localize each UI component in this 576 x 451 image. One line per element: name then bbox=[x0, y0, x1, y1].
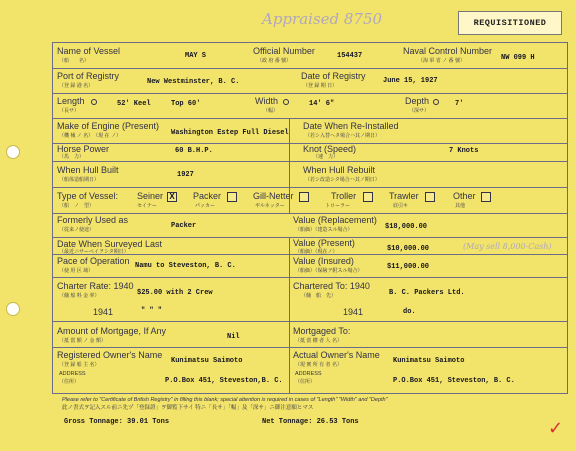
gillnetter-checkbox[interactable] bbox=[299, 192, 309, 202]
gillnetter-sub: ギルネッター bbox=[255, 203, 285, 209]
seiner-label: Seiner bbox=[137, 191, 164, 201]
date-of-registry-label: Date of Registry bbox=[301, 71, 366, 81]
width-sub: （幅） bbox=[263, 108, 279, 114]
width-label: Width bbox=[255, 96, 279, 106]
rule bbox=[53, 161, 567, 162]
replacement-sub: （船価）（建造スル場合） bbox=[295, 227, 353, 233]
depth-marker-icon bbox=[433, 99, 439, 105]
punch-hole-bottom bbox=[6, 302, 20, 316]
horse-power-label: Horse Power bbox=[57, 144, 110, 154]
charter-rate-1941: " " " bbox=[141, 307, 163, 315]
length-keel: 52' Keel bbox=[117, 100, 151, 108]
hull-built: 1927 bbox=[177, 171, 194, 179]
trawler-label: Trawler bbox=[389, 191, 419, 201]
seiner-sub: セイナー bbox=[137, 203, 157, 209]
hull-built-label: When Hull Built bbox=[57, 165, 119, 175]
engine: Washington Estep Full Diesel bbox=[171, 129, 289, 137]
rule bbox=[53, 93, 567, 94]
vessel-name-label: Name of Vessel bbox=[57, 46, 121, 56]
chartered-to-1940: B. C. Packers Ltd. bbox=[389, 289, 465, 297]
troller-label: Troller bbox=[331, 191, 357, 201]
column-divider bbox=[289, 237, 290, 321]
present-sub: （船価）（現在ノ） bbox=[295, 249, 338, 255]
horse-power: 60 B.H.P. bbox=[175, 147, 213, 155]
value-present: $10,000.00 bbox=[387, 245, 430, 253]
gross-tonnage: Gross Tonnage: 39.01 Tons bbox=[64, 418, 170, 426]
naval-number-label: Naval Control Number bbox=[403, 46, 493, 56]
reg-address-sub: （住所） bbox=[59, 379, 80, 385]
charter-rate-1940: $25.00 with 2 Crew bbox=[137, 289, 213, 297]
knot-sub: （速 力） bbox=[313, 154, 339, 160]
hull-rebuilt-label: When Hull Rebuilt bbox=[303, 165, 376, 175]
column-divider bbox=[289, 321, 290, 393]
packer-label: Packer bbox=[193, 191, 222, 201]
width: 14' 6" bbox=[309, 100, 335, 108]
rule bbox=[53, 187, 567, 188]
engine-sub: （機 械 ノ 名） （現 在 ノ） bbox=[59, 133, 121, 139]
port-label: Port of Registry bbox=[57, 71, 120, 81]
reinstalled-sub: （若シ入替ヘタ場合ハ其ノ期日） bbox=[305, 133, 381, 139]
pace-of-operation: Namu to Steveston, B. C. bbox=[135, 262, 236, 270]
reinstalled-label: Date When Re-Installed bbox=[303, 121, 399, 131]
vessel-form bbox=[52, 42, 568, 394]
present-label: Value (Present) bbox=[293, 238, 355, 248]
length-sub: （長サ） bbox=[59, 108, 80, 114]
replacement-label: Value (Replacement) bbox=[293, 215, 377, 225]
vessel-name: MAY S bbox=[185, 52, 207, 60]
length-top: Top 60' bbox=[171, 100, 201, 108]
length-marker-icon bbox=[91, 99, 97, 105]
other-label: Other bbox=[453, 191, 476, 201]
reg-owner-sub: （登 録 船 主 名） bbox=[59, 362, 100, 368]
gillnetter-label: Gill-Netter bbox=[253, 191, 294, 201]
actual-owner: Kunimatsu Saimoto bbox=[393, 357, 465, 365]
rule bbox=[53, 321, 567, 322]
mortgage-label: Amount of Mortgage, If Any bbox=[57, 326, 167, 336]
other-checkbox[interactable] bbox=[481, 192, 491, 202]
charter-label: Charter Rate: 1940 bbox=[57, 281, 134, 291]
appraisal-annotation: Appraised 8750 bbox=[262, 10, 383, 28]
formerly-sub: （従来ノ使途） bbox=[59, 227, 95, 233]
net-tonnage: Net Tonnage: 26.53 Tons bbox=[262, 418, 359, 426]
checkmark-icon: ✓ bbox=[548, 418, 564, 439]
length-label: Length bbox=[57, 96, 85, 106]
registered-address: P.O.Box 451, Steveston,B. C. bbox=[165, 377, 283, 385]
value-replacement: $18,000.00 bbox=[385, 223, 428, 231]
troller-sub: トローラー bbox=[325, 203, 351, 209]
requisitioned-stamp: REQUISITIONED bbox=[458, 11, 562, 35]
reg-address-label: ADDRESS bbox=[59, 371, 86, 377]
engine-label: Make of Engine (Present) bbox=[57, 121, 160, 131]
horse-power-sub: （馬 力） bbox=[59, 154, 85, 160]
act-address-sub: （住所） bbox=[295, 379, 316, 385]
type-sub: （船 ノ 型） bbox=[59, 203, 95, 209]
rule bbox=[53, 277, 567, 278]
chartered-label: Chartered To: 1940 bbox=[293, 281, 370, 291]
packer-checkbox[interactable] bbox=[227, 192, 237, 202]
trawler-checkbox[interactable] bbox=[425, 192, 435, 202]
operation-sub: （使 用 区 域） bbox=[59, 268, 94, 274]
trawler-sub: 底引キ bbox=[393, 203, 409, 209]
operation-label: Pace of Operation bbox=[57, 256, 130, 266]
surveyed-label: Date When Surveyed Last bbox=[57, 239, 163, 249]
formerly-label: Formerly Used as bbox=[57, 215, 129, 225]
value-insured: $11,000.00 bbox=[387, 263, 430, 271]
port-of-registry: New Westminster, B. C. bbox=[147, 78, 240, 86]
official-number: 154437 bbox=[337, 52, 363, 60]
insured-sub: （船価）（保險ヲ附スル場合） bbox=[295, 268, 363, 274]
naval-number-sub: （海 軍 省 ノ 番 號） bbox=[418, 58, 465, 64]
packer-sub: パッカー bbox=[195, 203, 216, 209]
punch-hole-top bbox=[6, 145, 20, 159]
mortgaged-label: Mortgaged To: bbox=[293, 326, 351, 336]
troller-checkbox[interactable] bbox=[363, 192, 373, 202]
depth: 7' bbox=[455, 100, 464, 108]
mortgage-sub: （抵 當 額 ノ 金 額） bbox=[59, 338, 106, 344]
column-divider bbox=[289, 118, 290, 143]
chartered-1941-label: 1941 bbox=[343, 307, 364, 317]
rule bbox=[53, 68, 567, 69]
hull-built-sub: （船体造船期日） bbox=[59, 177, 100, 183]
reg-owner-label: Registered Owner's Name bbox=[57, 350, 163, 360]
official-number-sub: （政 府 番 號） bbox=[257, 58, 292, 64]
knot-speed: 7 Knots bbox=[449, 147, 479, 155]
knot-label: Knot (Speed) bbox=[303, 144, 357, 154]
mortgage-amount: Nil bbox=[227, 333, 240, 341]
depth-label: Depth bbox=[405, 96, 430, 106]
act-address-label: ADDRESS bbox=[295, 371, 322, 377]
registered-owner: Kunimatsu Saimoto bbox=[171, 357, 243, 365]
insured-label: Value (Insured) bbox=[293, 256, 354, 266]
rule bbox=[53, 347, 567, 348]
chartered-sub: （傭 船 先） bbox=[301, 293, 337, 299]
type-label: Type of Vessel: bbox=[57, 191, 119, 201]
charter-sub: （傭 船 料 金 率） bbox=[59, 293, 100, 299]
column-divider bbox=[289, 143, 290, 187]
surveyed-sub: （最近ニサーベイヲシタ期日） bbox=[59, 249, 129, 255]
margin-note: (May sell 8,000-Cash) bbox=[463, 242, 552, 251]
hull-rebuilt-sub: （若シ改造シタ場合ハ其ノ期日） bbox=[305, 177, 380, 183]
actual-address: P.O.Box 451, Steveston, B. C. bbox=[393, 377, 515, 385]
formerly-used: Packer bbox=[171, 222, 197, 230]
seiner-checkbox[interactable]: X bbox=[167, 192, 177, 202]
width-marker-icon bbox=[283, 99, 289, 105]
naval-number: NW 099 H bbox=[501, 54, 535, 62]
port-sub: （登 録 港 名） bbox=[59, 83, 94, 89]
chartered-to-1941: do. bbox=[403, 308, 416, 316]
charter-1941-label: 1941 bbox=[93, 307, 114, 317]
footnote-english: Please refer to "Certificate of British Registry" in filling this blank; special attention is required in cases of "Length" "Width" and "Depth" bbox=[62, 397, 388, 403]
date-of-registry: June 15, 1927 bbox=[383, 77, 438, 85]
official-number-label: Official Number bbox=[253, 46, 315, 56]
other-sub: 其他 bbox=[455, 203, 466, 209]
mortgaged-sub: （抵 當 權 者 人 名） bbox=[295, 338, 342, 344]
depth-sub: （深サ） bbox=[409, 108, 430, 114]
act-owner-sub: （現 實 所 有 者 名） bbox=[295, 362, 342, 368]
rule bbox=[53, 213, 567, 214]
vessel-name-sub: （船 名） bbox=[59, 58, 90, 64]
date-of-registry-sub: （登 録 期 日） bbox=[303, 83, 338, 89]
footnote-japanese: 此ノ書式ヲ記入スル前ニ先ヅ「登録證」ヲ御覧下サイ 特ニ「長サ」「幅」及「深サ」ニ御注意願ヒマス bbox=[62, 405, 314, 411]
act-owner-label: Actual Owner's Name bbox=[293, 350, 380, 360]
rule bbox=[53, 118, 567, 119]
